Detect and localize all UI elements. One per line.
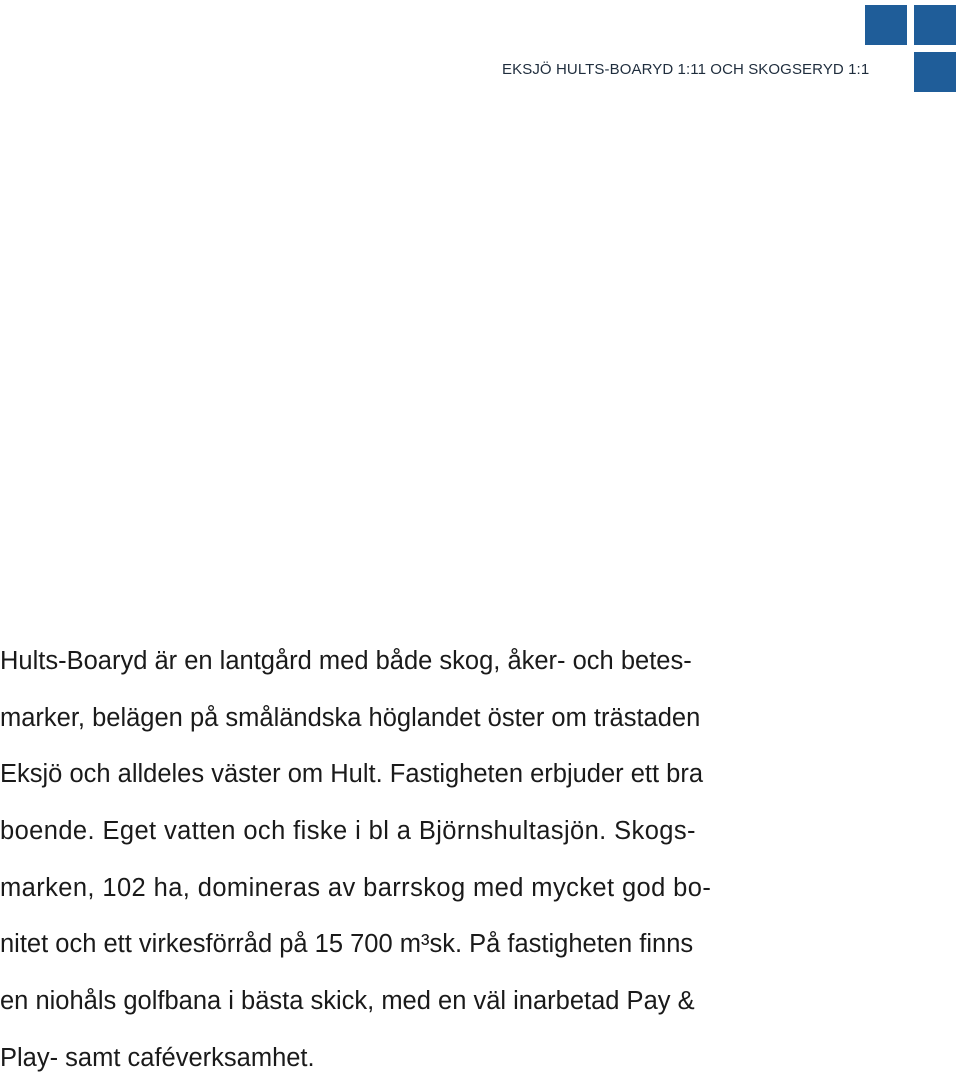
paragraph-line: Play- samt caféverksamhet. bbox=[0, 1043, 315, 1072]
description-paragraph bbox=[0, 633, 840, 1087]
logo-square-top-left bbox=[865, 5, 907, 45]
paragraph-line: en niohåls golfbana i bästa skick, med en väl inarbetad Pay & bbox=[0, 987, 695, 1016]
paragraph-line: marken, 102 ha, domineras av barrskog med mycket god bo- bbox=[0, 873, 712, 902]
paragraph-line: nitet och ett virkesförråd på 15 700 m³sk. På fastigheten finns bbox=[0, 930, 694, 959]
page-header-title: EKSJÖ HULTS-BOARYD 1:11 OCH SKOGSERYD 1:1 bbox=[502, 61, 870, 78]
paragraph-line: Hults-Boaryd är en lantgård med både skog, åker- och betes- bbox=[0, 647, 692, 675]
paragraph-line: marker, belägen på småländska höglandet öster om trästaden bbox=[0, 703, 701, 732]
paragraph-line: Eksjö och alldeles väster om Hult. Fastigheten erbjuder ett bra bbox=[0, 760, 704, 789]
logo-square-top-right bbox=[914, 5, 956, 45]
paragraph-line: boende. Eget vatten och fiske i bl a Björnshultasjön. Skogs- bbox=[0, 817, 696, 846]
logo-square-bottom-right bbox=[914, 52, 956, 92]
